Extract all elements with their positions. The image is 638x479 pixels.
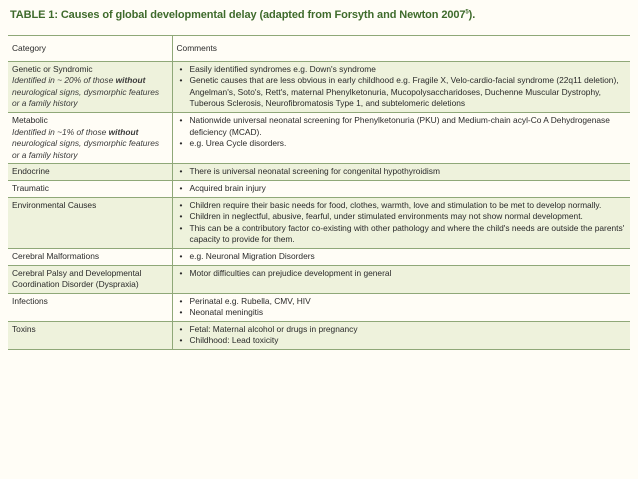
category-cell: Environmental Causes	[8, 197, 172, 248]
table-row	[8, 180, 630, 197]
comment-item: • Perinatal e.g. Rubella, CMV, HIV	[177, 296, 627, 308]
comments-cell	[172, 265, 630, 293]
header-comments: Comments	[172, 36, 630, 62]
category-note: Identified in ~1% of those without neurological signs, dysmorphic features or a family history	[12, 126, 160, 160]
table-row	[8, 248, 630, 265]
table-row	[8, 61, 630, 112]
table-row	[8, 197, 630, 248]
category-cell: Cerebral Palsy and Developmental Coordination Disorder (Dyspraxia)	[8, 265, 172, 293]
comment-item: • Childhood: Lead toxicity	[177, 335, 627, 347]
table-row	[8, 321, 630, 349]
comments-cell	[172, 197, 630, 248]
comment-item: • Motor difficulties can prejudice development in general	[177, 268, 627, 280]
table-row	[8, 164, 630, 181]
comment-item: • This can be a contributory factor co-existing with other pathology and where the child's needs are outside the parents' capacity to provide for them.	[177, 223, 627, 246]
category-cell: Traumatic	[8, 180, 172, 197]
comment-item: • Nationwide universal neonatal screening for Phenylketonuria (PKU) and Medium-chain acyl-Co A Dehydrogenase deficiency (MCAD).	[177, 115, 627, 138]
comments-cell	[172, 112, 630, 163]
causes-table	[8, 35, 630, 350]
category-cell: Toxins	[8, 321, 172, 349]
comment-item: • Fetal: Maternal alcohol or drugs in pregnancy	[177, 324, 627, 336]
comment-item: • Children in neglectful, abusive, fearful, under stimulated environments may not show normal development.	[177, 211, 627, 223]
category-cell	[8, 61, 172, 112]
category-cell	[8, 112, 172, 163]
category-cell: Infections	[8, 293, 172, 321]
category-cell: Endocrine	[8, 164, 172, 181]
comments-cell	[172, 321, 630, 349]
comments-cell	[172, 180, 630, 197]
comments-cell	[172, 164, 630, 181]
comment-item: • There is universal neonatal screening for congenital hypothyroidism	[177, 166, 627, 178]
table-row	[8, 265, 630, 293]
table-title	[10, 9, 630, 21]
comment-item: • Children require their basic needs for food, clothes, warmth, love and stimulation to be met to develop normally.	[177, 200, 627, 212]
header-category: Category	[8, 36, 172, 62]
table-row	[8, 112, 630, 163]
title-footnote-ref: 5	[465, 9, 469, 16]
comment-item: • Neonatal meningitis	[177, 307, 627, 319]
comment-item: • e.g. Neuronal Migration Disorders	[177, 251, 627, 263]
comment-item: • Acquired brain injury	[177, 183, 627, 195]
table-row	[8, 293, 630, 321]
comments-cell	[172, 293, 630, 321]
comment-item: • Easily identified syndromes e.g. Down's syndrome	[177, 64, 627, 76]
category-name: Metabolic	[12, 114, 48, 125]
table-header-row	[8, 36, 630, 62]
title-text: TABLE 1: Causes of global developmental delay (adapted from Forsyth and Newton 2007	[10, 9, 466, 21]
comments-cell	[172, 61, 630, 112]
title-end: ).	[468, 9, 476, 21]
comments-cell	[172, 248, 630, 265]
comment-item: • Genetic causes that are less obvious in early childhood e.g. Fragile X, Velo-cardio-facial syndrome (22q11 deletion), Angelman's, Soto's, Rett's, maternal Phenylketonuria, Mucopolysaccharidoses, Duchenne Muscular Dystrophy, Tuberous Sclerosis, Neurofibromatosis Type 1, and subtelomeric deletions	[177, 75, 627, 110]
category-note: Identified in ~ 20% of those without neurological signs, dysmorphic features or a family history	[12, 75, 160, 109]
category-name: Genetic or Syndromic	[12, 63, 93, 74]
category-cell: Cerebral Malformations	[8, 248, 172, 265]
comment-item: • e.g. Urea Cycle disorders.	[177, 138, 627, 150]
